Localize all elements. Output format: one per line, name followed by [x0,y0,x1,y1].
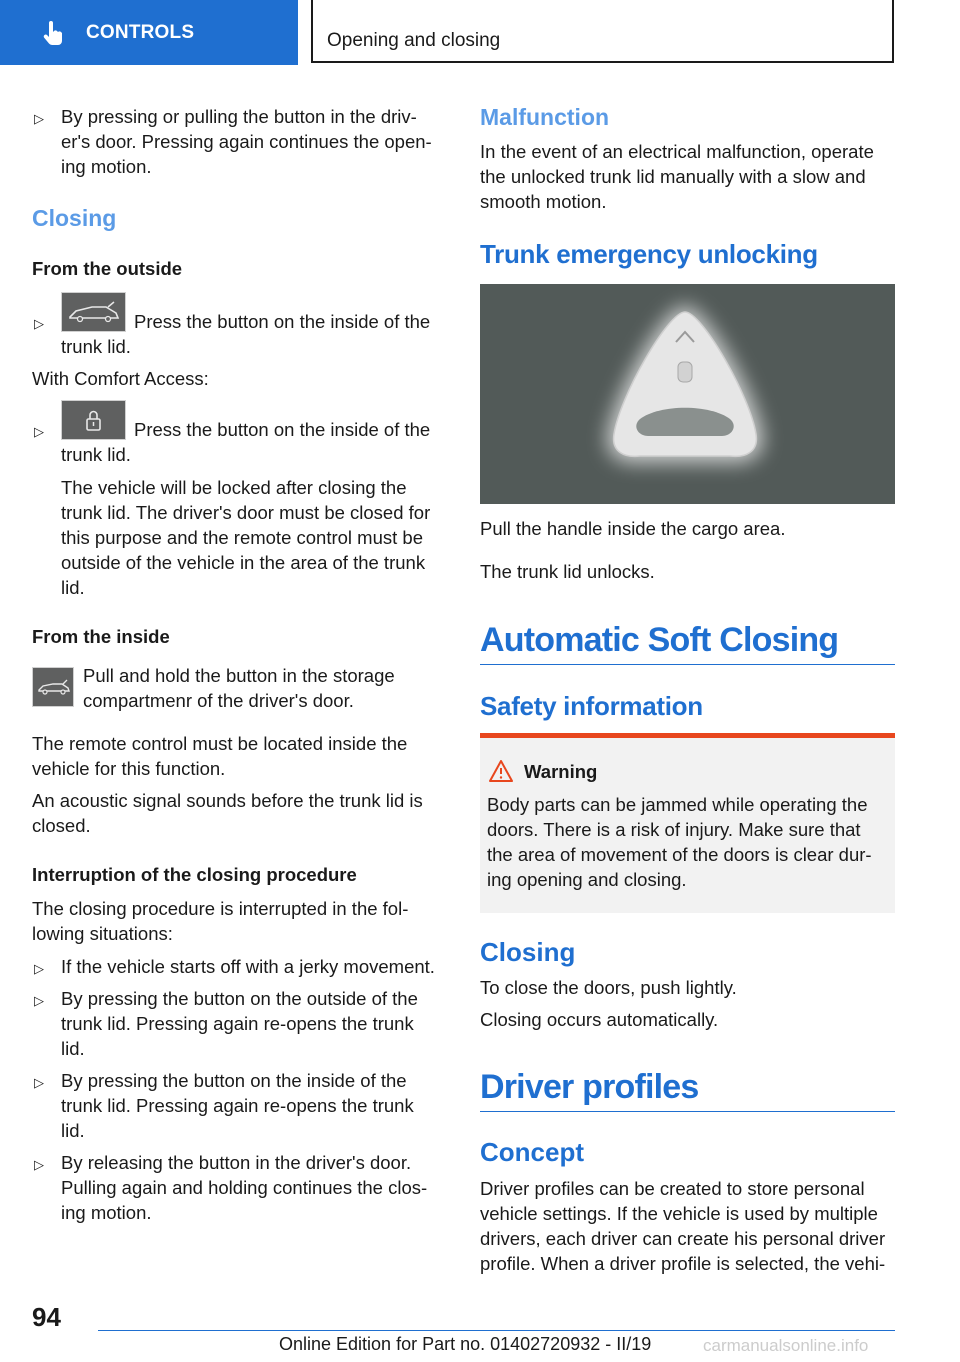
comfort-press-text: Press the button on the inside of the [134,419,431,440]
concept-heading: Concept [480,1137,584,1167]
inside-button-image [32,667,74,707]
outside-press-text: Press the button on the inside of the [134,311,431,332]
trunk-button-image [61,292,126,332]
closing-heading: Closing [32,205,117,231]
inside-instruction: Pull and hold the button in the storage compartmenr of the driver's door. [83,665,395,711]
interruption-text: The closing procedure is interrupted in the fol- lowing situations: [32,898,409,944]
comfort-press-cont: trunk lid. [61,444,131,465]
chapter-title: Opening and closing [327,30,501,51]
closing-text-2: Closing occurs automatically. [480,1009,719,1030]
chapter-header [311,0,894,63]
from-inside-heading: From the inside [32,626,170,647]
bullet-icon: ▷ [34,1157,44,1172]
emergency-heading: Trunk emergency unlocking [480,239,818,269]
interrupt-item: By pressing the button on the inside of the trunk lid. Pressing again re-opens the trunk lid. [61,1070,414,1141]
emergency-handle-icon [480,284,895,504]
bullet-icon: ▷ [34,111,44,126]
interrupt-item: If the vehicle starts off with a jerky movement. [61,956,435,977]
safety-heading: Safety information [480,691,703,721]
unlocks-text: The trunk lid unlocks. [480,561,655,582]
comfort-access-label: With Comfort Access: [32,368,209,389]
pull-handle-text: Pull the handle inside the cargo area. [480,518,786,539]
edition-text: Online Edition for Part no. 01402720932 - II/19 [279,1334,652,1354]
warning-triangle-icon [488,759,514,783]
section-tab[interactable] [0,0,298,65]
auto-soft-closing-heading: Automatic Soft Closing [480,621,839,659]
bullet-icon: ▷ [34,316,44,331]
comfort-note: The vehicle will be locked after closing the trunk lid. The driver's door must be closed for this purpose and the remote control must be outside of the vehicle in the area of the trunk lid. [61,477,431,598]
heading-rule [480,664,895,665]
footer-rule [98,1330,895,1331]
bullet-icon: ▷ [34,1075,44,1090]
closing-text-1: To close the doors, push lightly. [480,977,737,998]
hand-pointer-icon [40,20,66,46]
outside-press-cont: trunk lid. [61,336,131,357]
heading-rule [480,1111,895,1112]
warning-title: Warning [524,761,598,782]
car-trunk-icon [62,293,125,331]
lock-button-image [61,400,126,440]
emergency-handle-image [480,284,895,504]
malfunction-heading: Malfunction [480,104,610,130]
section-label: CONTROLS [86,21,195,43]
warning-bar [480,733,895,738]
remote-text: The remote control must be located inside the vehicle for this function. [32,733,408,779]
bullet-icon: ▷ [34,993,44,1008]
closing-heading-right: Closing [480,937,576,967]
interruption-heading: Interruption of the closing procedure [32,864,357,885]
car-trunk-icon [33,668,73,706]
lock-icon [62,401,125,439]
interrupt-item: By releasing the button in the driver's door. Pulling again and holding continues the clos- ing motion. [61,1152,428,1223]
bullet-icon: ▷ [34,961,44,976]
bullet-icon: ▷ [34,424,44,439]
bullet-text: By pressing or pulling the button in the driv- er's door. Pressing again continues the open- ing motion. [61,106,432,177]
page-number: 94 [32,1302,61,1332]
from-outside-heading: From the outside [32,258,183,279]
watermark: carmanualsonline.info [703,1336,869,1355]
warning-box [480,733,895,913]
warning-text: Body parts can be jammed while operating the doors. There is a risk of injury. Make sure that the area of movement of the doors is clear dur- ing opening and closing. [487,794,872,890]
acoustic-text: An acoustic signal sounds before the trunk lid is closed. [32,790,423,836]
interrupt-item: By pressing the button on the outside of the trunk lid. Pressing again re-opens the trunk lid. [61,988,418,1059]
driver-profiles-heading: Driver profiles [480,1068,699,1106]
malfunction-text: In the event of an electrical malfunction, operate the unlocked trunk lid manually with a slow and smooth motion. [480,141,874,212]
concept-text: Driver profiles can be created to store personal vehicle settings. If the vehicle is used by multiple drivers, each driver can create his personal driver profile. When a driver profile is selected, the vehi- [480,1178,886,1274]
